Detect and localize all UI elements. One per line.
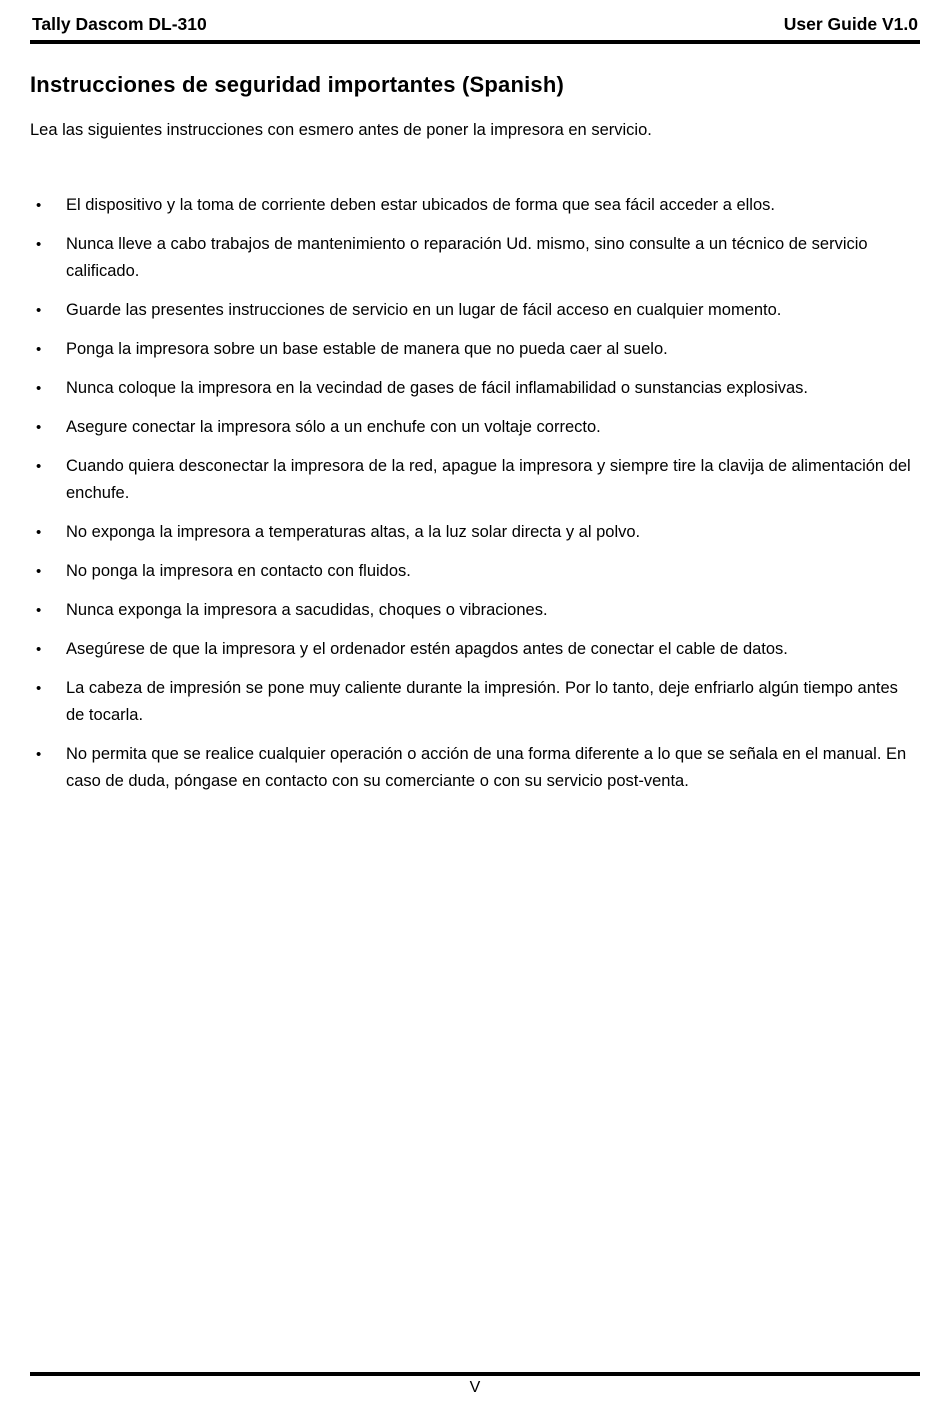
bullet-marker: • [36, 602, 42, 619]
header-rule [30, 40, 920, 44]
bullet-marker: • [36, 302, 42, 319]
bullet-text: Nunca lleve a cabo trabajos de mantenimiento o reparación Ud. mismo, sino consulte a un técnico de servicio calificado. [66, 235, 868, 280]
bullet-marker: • [36, 380, 42, 397]
page-number: V [469, 1379, 481, 1396]
bullet-item [30, 297, 920, 324]
bullet-text: Ponga la impresora sobre un base estable de manera que no pueda caer al suelo. [66, 340, 668, 358]
bullet-item [30, 453, 920, 507]
bullet-marker: • [36, 680, 42, 697]
content-spacer [30, 807, 920, 1372]
bullet-item [30, 375, 920, 402]
bullet-item [30, 741, 920, 795]
bullet-item [30, 231, 920, 285]
bullet-text: Guarde las presentes instrucciones de servicio en un lugar de fácil acceso en cualquier momento. [66, 301, 782, 319]
page-title: Instrucciones de seguridad importantes (Spanish) [30, 72, 565, 97]
bullet-text: El dispositivo y la toma de corriente deben estar ubicados de forma que sea fácil acceder a ellos. [66, 196, 775, 214]
bullet-item [30, 336, 920, 363]
page-header [30, 12, 920, 35]
header-guide-version: User Guide V1.0 [783, 14, 918, 34]
footer-rule [30, 1372, 920, 1376]
bullet-text: No ponga la impresora en contacto con fluidos. [66, 562, 411, 580]
bullet-text: No exponga la impresora a temperaturas altas, a la luz solar directa y al polvo. [66, 523, 641, 541]
bullet-marker: • [36, 341, 42, 358]
bullet-text: Nunca exponga la impresora a sacudidas, choques o vibraciones. [66, 601, 548, 619]
bullet-marker: • [36, 563, 42, 580]
bullet-text: Asegure conectar la impresora sólo a un enchufe con un voltaje correcto. [66, 418, 601, 436]
bullet-item [30, 675, 920, 729]
bullet-item [30, 414, 920, 441]
header-document-title: Tally Dascom DL-310 [32, 14, 207, 34]
bullet-text: No permita que se realice cualquier operación o acción de una forma diferente a lo que se señala en el manual. En caso de duda, póngase en contacto con su comerciante o con su servicio post-venta. [66, 745, 907, 790]
bullet-marker: • [36, 419, 42, 436]
bullet-marker: • [36, 641, 42, 658]
bullet-text: Asegúrese de que la impresora y el ordenador estén apagdos antes de conectar el cable de datos. [66, 640, 788, 658]
page-footer [30, 1372, 920, 1397]
bullet-text: Cuando quiera desconectar la impresora de la red, apague la impresora y siempre tire la clavija de alimentación del enchufe. [66, 457, 911, 502]
bullet-text: La cabeza de impresión se pone muy caliente durante la impresión. Por lo tanto, deje enfriarlo algún tiempo antes de tocarla. [66, 679, 898, 724]
bullet-marker: • [36, 236, 42, 253]
bullet-marker: • [36, 746, 42, 763]
bullet-item [30, 519, 920, 546]
bullet-marker: • [36, 458, 42, 475]
bullet-item [30, 192, 920, 219]
bullet-list [30, 192, 920, 807]
bullet-text: Nunca coloque la impresora en la vecindad de gases de fácil inflamabilidad o sunstancias explosivas. [66, 379, 809, 397]
bullet-item [30, 636, 920, 663]
bullet-item [30, 558, 920, 585]
bullet-marker: • [36, 197, 42, 214]
bullet-item [30, 597, 920, 624]
intro-paragraph: Lea las siguientes instrucciones con esmero antes de poner la impresora en servicio. [30, 121, 652, 139]
bullet-marker: • [36, 524, 42, 541]
